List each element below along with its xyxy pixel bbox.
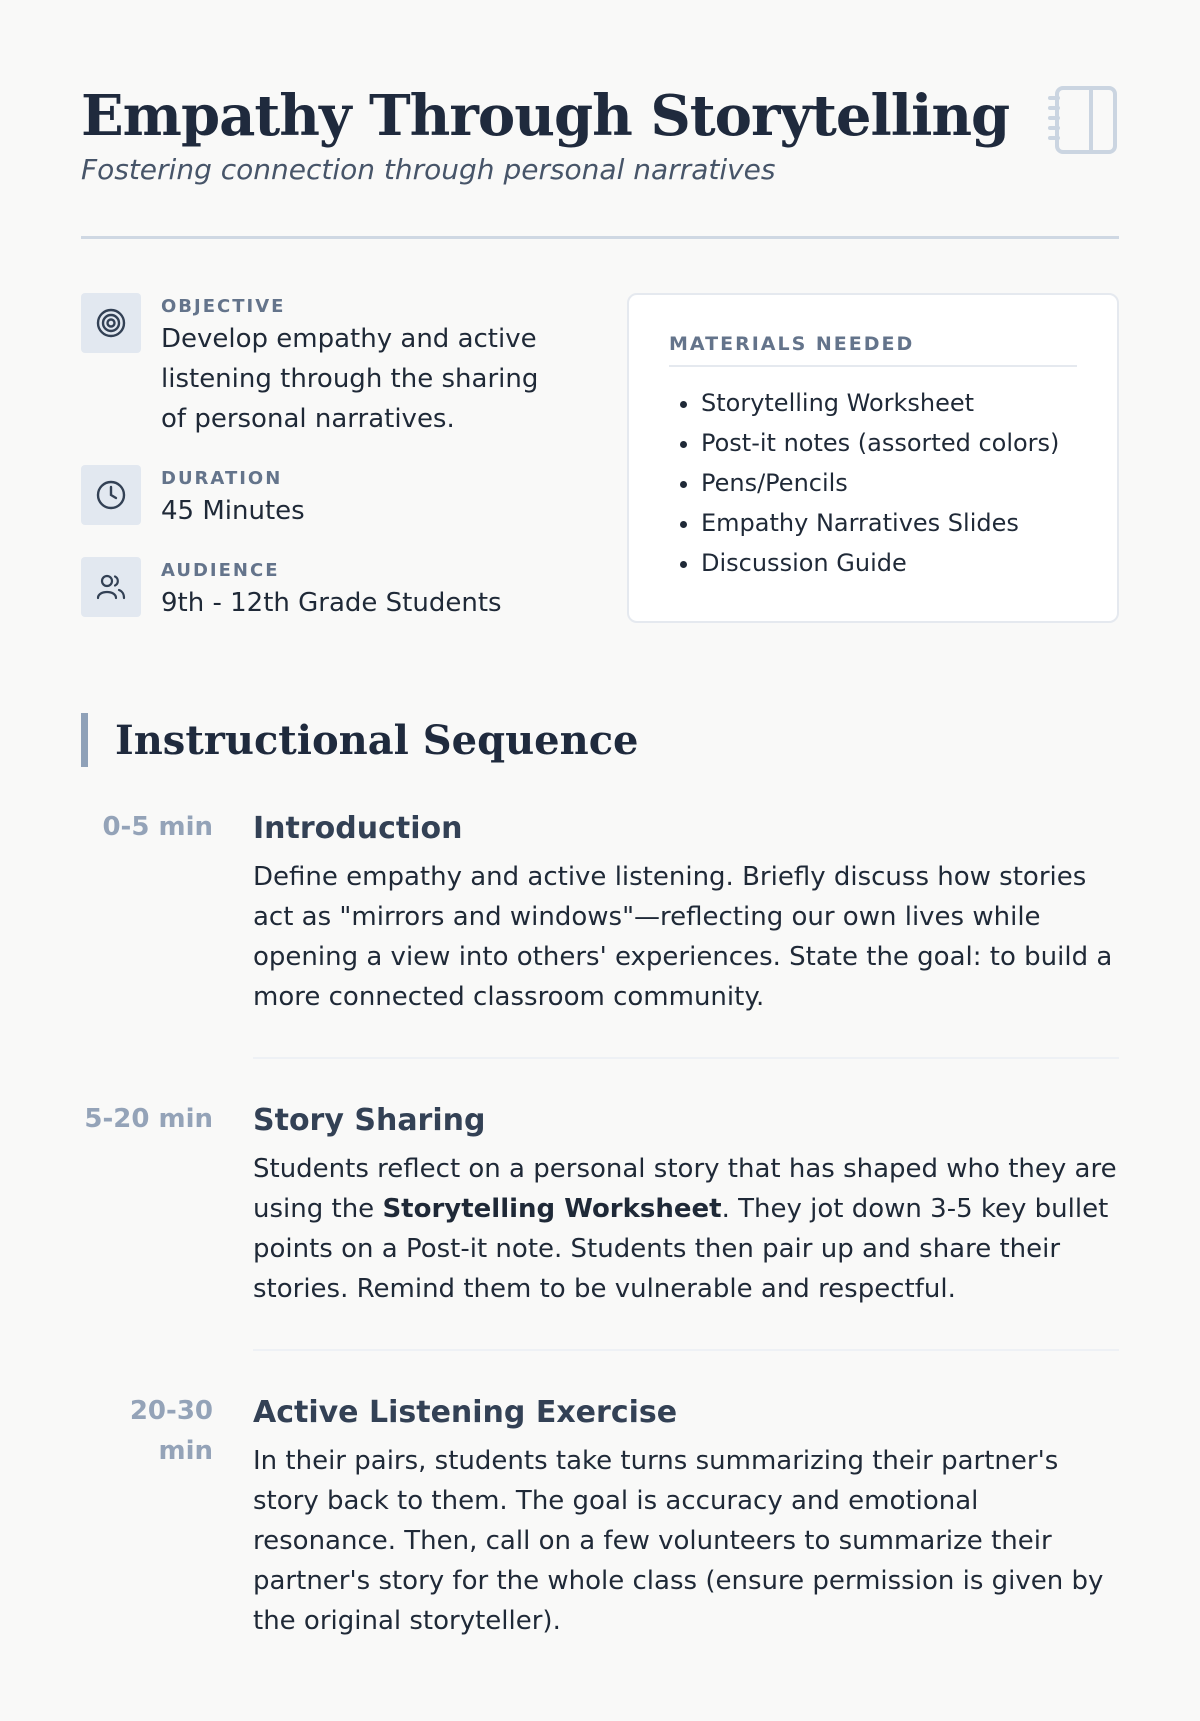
list-item: • Pens/Pencils <box>701 463 1077 503</box>
list-item: • Discussion Guide <box>701 543 1077 583</box>
target-icon <box>81 293 141 353</box>
objective-item <box>81 293 561 439</box>
step-description-part: Students reflect on a personal story that has shaped who they are using the <box>253 1154 1117 1224</box>
step-description: Define empathy and active listening. Briefly discuss how stories act as "mirrors and windows"—reflecting our own lives while opening a view into others' experiences. State the goal: to build a more connected classroom community. <box>253 862 1113 1012</box>
section-heading <box>81 713 1119 767</box>
clock-icon <box>81 465 141 525</box>
step-active-listening <box>81 1391 1119 1721</box>
notebook-icon <box>1047 84 1119 156</box>
audience-value: 9th - 12th Grade Students <box>161 588 502 618</box>
step-story-sharing <box>81 1099 1119 1391</box>
list-item: • Empathy Narratives Slides <box>701 503 1077 543</box>
audience-item <box>81 557 561 623</box>
objective-value: Develop empathy and active listening through the sharing of personal narratives. <box>161 324 539 434</box>
step-title: Active Listening Exercise <box>253 1395 678 1430</box>
users-icon <box>81 557 141 617</box>
step-title: Story Sharing <box>253 1103 486 1138</box>
step-time: 0-5 min <box>102 812 213 842</box>
materials-title: MATERIALS NEEDED <box>669 333 1077 367</box>
page-title: Empathy Through Storytelling <box>81 83 1010 149</box>
list-item: • Storytelling Worksheet <box>701 383 1077 423</box>
section-title: Instructional Sequence <box>115 716 639 764</box>
list-item: • Post-it notes (assorted colors) <box>701 423 1077 463</box>
audience-label: AUDIENCE <box>161 560 280 581</box>
materials-card <box>627 293 1119 623</box>
overview <box>81 293 1119 649</box>
step-description: In their pairs, students take turns summarizing their partner's story back to them. The goal is accuracy and emotional resonance. Then, call on a few volunteers to summarize their partner's story for the whole class (ensure permission is given by the original storyteller). <box>253 1446 1104 1636</box>
duration-item <box>81 465 561 531</box>
objective-label: OBJECTIVE <box>161 296 286 317</box>
header <box>81 0 1119 239</box>
step-introduction <box>81 807 1119 1099</box>
step-description-part: . They jot down 3-5 key bullet points on a Post-it note. Students then pair up and share their stories. Remind them to be vulnerable and respectful. <box>253 1194 1109 1304</box>
page-subtitle: Fostering connection through personal narratives <box>81 153 776 186</box>
duration-label: DURATION <box>161 468 283 489</box>
step-title: Introduction <box>253 811 463 846</box>
meta-list <box>81 293 561 649</box>
steps-list <box>81 807 1119 1721</box>
materials-list <box>669 383 1077 583</box>
step-description <box>253 1149 1119 1309</box>
step-time: 20-30 min <box>129 1396 213 1466</box>
step-time: 5-20 min <box>84 1104 213 1134</box>
worksheet-reference: Storytelling Worksheet <box>382 1194 722 1224</box>
duration-value: 45 Minutes <box>161 496 305 526</box>
